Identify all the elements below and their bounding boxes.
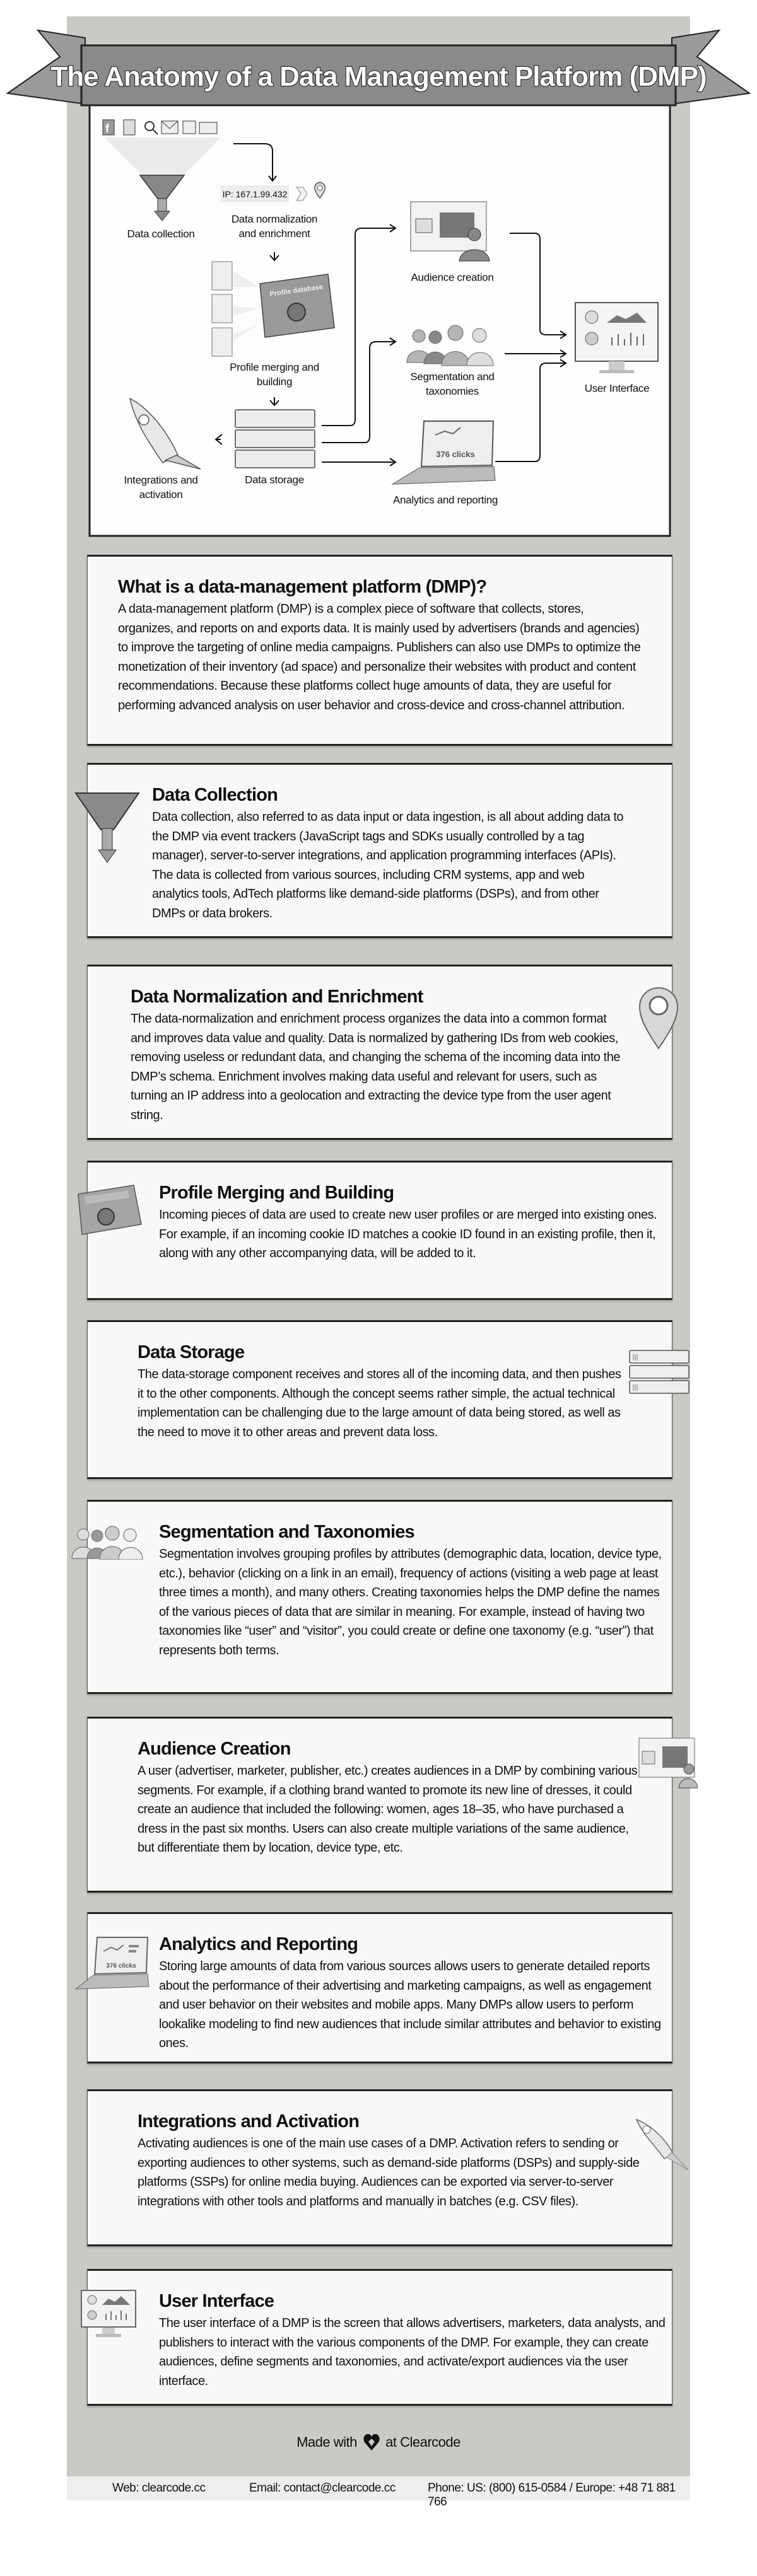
section-title: Data Collection — [152, 785, 278, 805]
section-user-interface — [87, 2269, 672, 2406]
label-segmentation — [410, 369, 494, 398]
footer-email-link[interactable]: Email: contact@clearcode.cc — [249, 2481, 396, 2495]
section-body: The data-normalization and enrichment process organizes the data into a common format and improves data value and quality. Data is normalized by gathering IDs from web cookies, removing useless or redundant data, and changing the schema of the incoming data into the DMP’s schema. Enrichment involves making data useful and relevant for users, such as turning an IP address into a geolocation and extracting the device type from the user agent string. — [131, 1012, 621, 1122]
dmp-diagram — [0, 0, 757, 548]
section-data-storage — [87, 1320, 672, 1479]
made-with-text: Made with — [296, 2434, 357, 2450]
label-line: activation — [139, 489, 183, 501]
footer-web-link[interactable]: Web: clearcode.cc — [112, 2481, 206, 2495]
footer-phone: Phone: US: (800) 615-0584 / Europe: +48 71 881 766 — [428, 2481, 676, 2509]
label-line: Integrations and — [124, 474, 198, 486]
section-title: Data Storage — [138, 1342, 245, 1362]
label-data-collection: Data collection — [127, 228, 195, 240]
label-profile-merging — [230, 360, 319, 389]
made-with-company: at Clearcode — [385, 2434, 461, 2450]
svg-text:f: f — [105, 122, 109, 135]
section-body: A data-management platform (DMP) is a complex piece of software that collects, stores, organizes, and reports on and exports data. It is mainly used by advertisers (brands and agencies) to improve the targeting of online media campaigns. Publishers can also use DMPs to optimize the monetization of their inventory (ad space) and personalize their websites with product and content recommendations. Because these platforms collect huge amounts of data, they are useful for performing advanced analysis on user behavior and cross-device and cross-channel attribution. — [118, 602, 641, 712]
section-title: What is a data-management platform (DMP)? — [118, 577, 487, 597]
section-body: Storing large amounts of data from various sources allows users to generate detailed reports about the performance of their advertising and marketing campaigns, as well as engagement and user behavior on their websites and mobile apps. Many DMPs allow users to perform lookalike modeling to find new audiences that include similar attributes and behavior to existing ones. — [159, 1959, 661, 2050]
section-data-collection — [87, 763, 672, 938]
section-profile-merging — [87, 1161, 672, 1300]
section-analytics — [87, 1912, 672, 2063]
section-body: Incoming pieces of data are used to create new user profiles or are merged into existing ones. For example, if an incoming cookie ID matches a cookie ID found in an existing profile, then it, along with any other accompanying data, will be added to it. — [159, 1208, 657, 1260]
section-data-normalization — [87, 965, 672, 1140]
label-data-normalization — [232, 212, 317, 241]
section-integrations — [87, 2089, 672, 2246]
section-what-is-dmp — [87, 555, 672, 746]
label-line: taxonomies — [426, 385, 479, 397]
section-body: Segmentation involves grouping profiles by attributes (demographic data, location, device type, etc.), behavior (clicking on a link in an email), frequency of actions (visiting a web page at least three times a month), and many others. Creating taxonomies helps the DMP define the names of the various pieces of data that are similar in meaning. For example, instead of having two taxonomies like “user” and “visitor”, you could create or define one taxonomy (e.g. “user”) that represents both terms. — [159, 1547, 662, 1657]
ip-address-label: IP: 167.1.99.432 — [222, 189, 288, 199]
section-title: Integrations and Activation — [138, 2111, 360, 2132]
section-title: Audience Creation — [138, 1739, 291, 1759]
section-title: Segmentation and Taxonomies — [159, 1522, 414, 1542]
section-title: Profile Merging and Building — [159, 1183, 394, 1203]
svg-text:376 clicks: 376 clicks — [436, 450, 475, 459]
location-pin-icon — [638, 987, 679, 1050]
laptop-analytics-icon — [74, 1936, 150, 1990]
title-banner — [8, 30, 749, 105]
label-line: Data normalization — [231, 213, 318, 225]
section-title: Analytics and Reporting — [159, 1934, 358, 1954]
label-line: Profile merging and — [230, 361, 319, 373]
funnel-icon — [74, 792, 140, 864]
footer-contact-bar — [67, 2476, 690, 2509]
profile-database-icon — [76, 1180, 144, 1237]
section-body: Data collection, also referred to as data input or data ingestion, is all about adding data to the DMP via event trackers (JavaScript tags and SDKs usually controlled by a tag manager), server-to-server integrations, and application programming interfaces (APIs). The data is collected from various sources, including CRM systems, app and web analytics tools, AdTech platforms like demand-side platforms (DSPs), and from other DMPs or data brokers. — [152, 810, 624, 920]
label-analytics: Analytics and reporting — [392, 494, 498, 506]
audience-screen-icon — [638, 1738, 698, 1789]
section-title: Data Normalization and Enrichment — [131, 987, 423, 1007]
section-segmentation — [87, 1500, 672, 1694]
page-title: The Anatomy of a Data Management Platform (DMP) — [50, 61, 707, 92]
label-integrations — [124, 473, 197, 502]
section-body: The data-storage component receives and stores all of the incoming data, and then pushes it to the other components. Although the concept seems rather simple, the actual technical implementation can be challenging due to the large amount of data being stored, as well as the need to move it to other areas and prevent data loss. — [138, 1367, 621, 1439]
data-storage-server-icon — [235, 410, 315, 468]
label-line: and enrichment — [238, 228, 310, 240]
label-line: Segmentation and — [410, 371, 495, 383]
people-group-icon — [71, 1526, 144, 1560]
made-with-credit — [0, 2432, 757, 2452]
label-user-interface: User Interface — [584, 382, 650, 395]
svg-text:376 clicks: 376 clicks — [106, 1963, 136, 1970]
server-icon — [628, 1349, 690, 1396]
section-title: User Interface — [159, 2291, 274, 2311]
rocket-icon — [634, 2117, 690, 2171]
monitor-dashboard-icon — [81, 2290, 138, 2339]
heart-icon — [363, 2432, 380, 2451]
label-line: building — [256, 376, 293, 388]
section-body: A user (advertiser, marketer, publisher, etc.) creates audiences in a DMP by combining various segments. For example, if a clothing brand wanted to promote its new line of dresses, it could create an audience that included the following: women, ages 18–35, who have purchased a dress in the past six months. Users can also create multiple variations of the same audience, but differentiate them by location, device type, etc. — [138, 1764, 638, 1855]
section-body: The user interface of a DMP is the screen that allows advertisers, marketers, data analysts, and publishers to interact with the various components of the DMP. For example, they can create audiences, define segments and taxonomies, and activate/export audiences via the user interface. — [159, 2316, 666, 2388]
section-audience-creation — [87, 1717, 672, 1893]
label-audience-creation: Audience creation — [411, 271, 494, 284]
section-body: Activating audiences is one of the main use cases of a DMP. Activation refers to sending or exporting audiences to other systems, such as demand-side platforms (DSPs) and supply-side platforms (SSPs) for online media buying. Audiences can be exported via server-to-server integrations with other tools and platforms and manually in batches (e.g. CSV files). — [138, 2137, 640, 2208]
svg-text:Profile database: Profile database — [269, 283, 324, 298]
label-data-storage: Data storage — [245, 473, 304, 486]
